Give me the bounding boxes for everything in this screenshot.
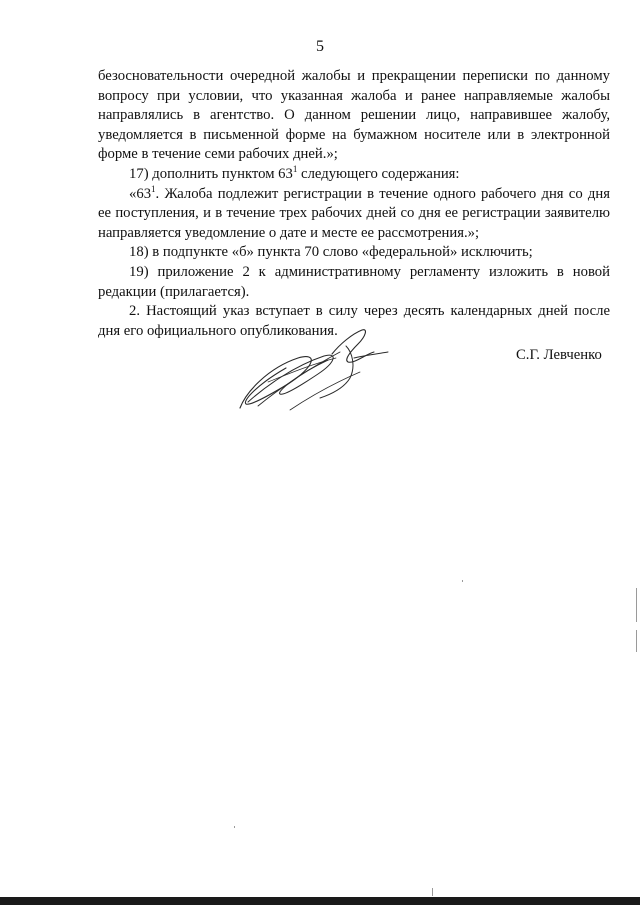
- item-17-text: 17) дополнить пунктом 63: [129, 165, 293, 182]
- paragraph-item-2: 2. Настоящий указ вступает в силу через десять календарных дней после дня его официального опубликования.: [98, 303, 610, 339]
- paragraph-item-17: [98, 165, 610, 185]
- handwritten-signature: [228, 322, 398, 414]
- clause-63-1-number: «63: [129, 185, 152, 202]
- scan-mark-dot-2: [234, 826, 235, 828]
- item-17-text-end: следующего содержания:: [297, 165, 460, 182]
- page-number: 5: [316, 38, 324, 55]
- bottom-scan-border: [0, 897, 640, 905]
- clause-63-1-superscript: 1: [151, 183, 156, 194]
- item-17-superscript: 1: [292, 163, 298, 174]
- decree-body: [98, 67, 610, 341]
- paragraph-item-18: 18) в подпункте «б» пункта 70 слово «федеральной» исключить;: [129, 244, 533, 261]
- paragraph-continuation: безосновательности очередной жалобы и прекращении переписки по данному вопросу при условии, что указанная жалоба и ранее направляемые жалобы направлялись в агентство. О данном решении лицо, направившее жалобу, уведомляется в письменной форме на бумажном носителе или в электронной форме в течение семи рабочих дней.»;: [98, 68, 610, 163]
- scan-mark-right-1: [636, 588, 637, 622]
- signer-name: С.Г. Левченко: [516, 347, 602, 363]
- clause-63-1-text: . Жалоба подлежит регистрации в течение одного рабочего дня со дня ее поступления, и в течение трех рабочих дней со дня ее регистрации заявителю направляется уведомление о дате и месте ее рассмотрения.»;: [98, 185, 610, 241]
- scan-mark-dot-1: [462, 580, 463, 582]
- paragraph-clause-63-1: [98, 185, 610, 244]
- scan-mark-dot-3: [432, 888, 433, 896]
- scan-mark-right-2: [636, 630, 637, 652]
- paragraph-item-19: 19) приложение 2 к административному регламенту изложить в новой редакции (прилагается).: [98, 263, 610, 300]
